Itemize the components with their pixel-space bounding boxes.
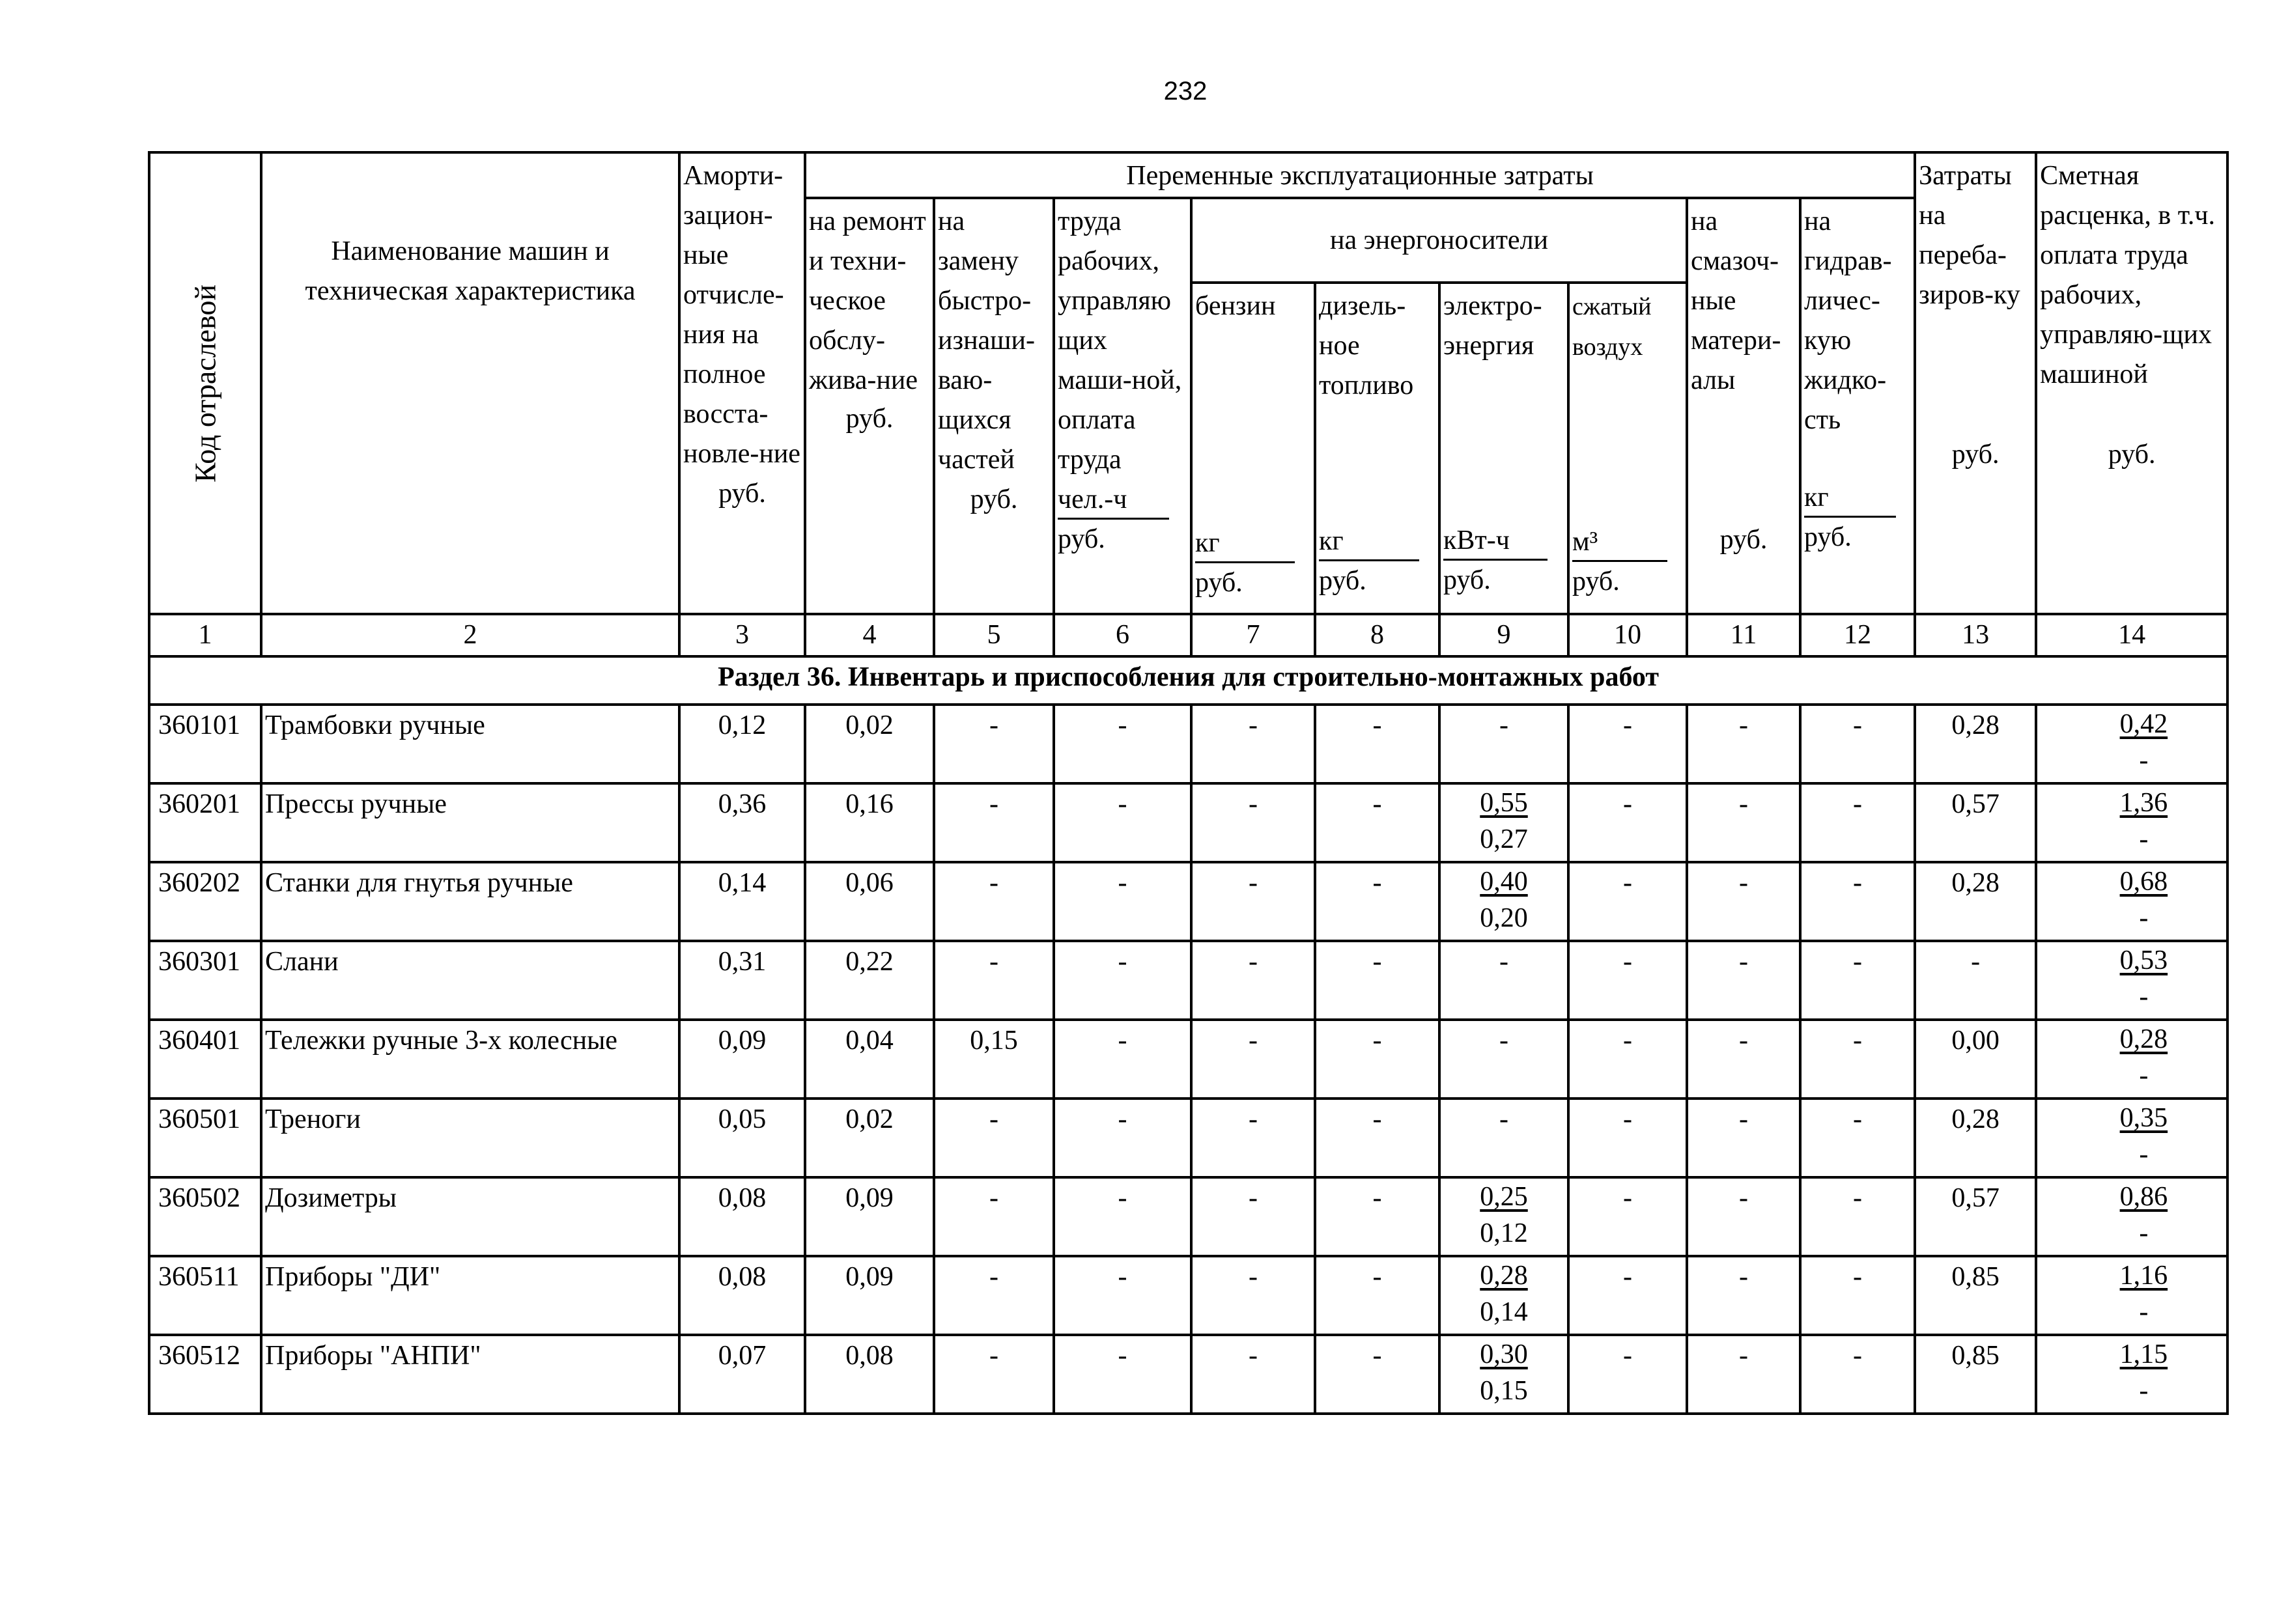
- row-value-c7: -: [1191, 941, 1315, 1020]
- row-value-c10: -: [1568, 1020, 1687, 1099]
- row-value-c6: -: [1054, 1256, 1191, 1335]
- column-number: 7: [1191, 614, 1315, 656]
- row-name: Дозиметры: [261, 1177, 679, 1256]
- column-numbers-row: [149, 614, 2227, 656]
- column-number: 11: [1687, 614, 1800, 656]
- row-code: 360511: [149, 1256, 261, 1335]
- row-value-c13: -: [1915, 941, 2036, 1020]
- estimate-labor: -: [2139, 982, 2149, 1012]
- row-value-c11: -: [1687, 1020, 1800, 1099]
- rates-table: [148, 151, 2229, 1415]
- row-value-c13: 0,28: [1915, 705, 2036, 783]
- row-value-c13: 0,85: [1915, 1256, 2036, 1335]
- row-value-c8: -: [1315, 705, 1439, 783]
- row-value-c10: -: [1568, 705, 1687, 783]
- row-value-c5: 0,15: [934, 1020, 1054, 1099]
- estimate-total: 1,16: [2119, 1261, 2168, 1291]
- header-repair: на ремонт и техни-ческое обслу-жива-ние руб.: [805, 198, 934, 614]
- row-value-c5: -: [934, 941, 1054, 1020]
- row-value-c14: [2036, 1177, 2227, 1256]
- table-row: [149, 1020, 2227, 1099]
- row-value-c5: -: [934, 1335, 1054, 1414]
- estimate-total: 0,42: [2119, 709, 2168, 739]
- estimate-fraction: [2120, 1257, 2168, 1330]
- row-value-c12: -: [1800, 1020, 1915, 1099]
- column-number: 9: [1439, 614, 1568, 656]
- row-value-c10: -: [1568, 1099, 1687, 1177]
- electricity-kwh: 0,40: [1480, 867, 1528, 897]
- table-row: [149, 862, 2227, 941]
- row-value-c12: -: [1800, 1099, 1915, 1177]
- row-value-c3: 0,09: [679, 1020, 805, 1099]
- estimate-fraction: [2120, 942, 2168, 1015]
- column-number: 3: [679, 614, 805, 656]
- row-value-c5: -: [934, 705, 1054, 783]
- row-value-c7: -: [1191, 1099, 1315, 1177]
- estimate-fraction: [2120, 1021, 2168, 1094]
- row-name: Слани: [261, 941, 679, 1020]
- column-number: 4: [805, 614, 934, 656]
- row-value-c10: -: [1568, 1256, 1687, 1335]
- row-value-c3: 0,05: [679, 1099, 805, 1177]
- section-title: Раздел 36. Инвентарь и приспособления для строительно-монтажных работ: [149, 656, 2227, 705]
- row-value-c9: -: [1439, 705, 1568, 783]
- estimate-labor: -: [2139, 1376, 2149, 1406]
- estimate-total: 1,36: [2119, 788, 2168, 818]
- estimate-total: 0,53: [2119, 945, 2168, 975]
- header-variable-costs: Переменные эксплуатационные затраты: [805, 152, 1915, 198]
- row-value-c11: -: [1687, 1099, 1800, 1177]
- estimate-fraction: [2120, 1100, 2168, 1173]
- row-value-c9: [1439, 1256, 1568, 1335]
- row-value-c7: -: [1191, 705, 1315, 783]
- row-value-c14: [2036, 1256, 2227, 1335]
- row-value-c8: -: [1315, 941, 1439, 1020]
- estimate-total: 0,68: [2119, 867, 2168, 897]
- row-value-c10: -: [1568, 862, 1687, 941]
- header-electricity: электро-энергия кВт-ч руб.: [1439, 283, 1568, 614]
- row-value-c4: 0,16: [805, 783, 934, 862]
- row-value-c9: -: [1439, 1099, 1568, 1177]
- electricity-rub: 0,12: [1480, 1218, 1528, 1248]
- row-value-c11: -: [1687, 862, 1800, 941]
- column-number: 12: [1800, 614, 1915, 656]
- column-number: 6: [1054, 614, 1191, 656]
- row-value-c5: -: [934, 783, 1054, 862]
- estimate-fraction: [2120, 785, 2168, 858]
- row-value-c9: [1439, 862, 1568, 941]
- row-value-c3: 0,07: [679, 1335, 805, 1414]
- row-value-c5: -: [934, 1099, 1054, 1177]
- row-value-c4: 0,22: [805, 941, 934, 1020]
- row-value-c6: -: [1054, 862, 1191, 941]
- row-value-c7: -: [1191, 783, 1315, 862]
- table-row: [149, 783, 2227, 862]
- column-number: 2: [261, 614, 679, 656]
- row-value-c9: -: [1439, 1020, 1568, 1099]
- electricity-fraction: [1480, 1336, 1528, 1409]
- row-value-c6: -: [1054, 705, 1191, 783]
- estimate-labor: -: [2139, 1140, 2149, 1169]
- row-value-c12: -: [1800, 1177, 1915, 1256]
- electricity-kwh: 0,55: [1480, 788, 1528, 818]
- row-value-c11: -: [1687, 1335, 1800, 1414]
- estimate-labor: -: [2139, 746, 2149, 776]
- row-value-c8: -: [1315, 1256, 1439, 1335]
- row-value-c9: [1439, 1177, 1568, 1256]
- table-row: [149, 1256, 2227, 1335]
- row-value-c7: -: [1191, 862, 1315, 941]
- row-value-c6: -: [1054, 1020, 1191, 1099]
- row-value-c9: [1439, 1335, 1568, 1414]
- rates-table-container: [148, 151, 2229, 1415]
- row-code: 360201: [149, 783, 261, 862]
- table-row: [149, 1335, 2227, 1414]
- column-number: 1: [149, 614, 261, 656]
- row-value-c8: -: [1315, 1020, 1439, 1099]
- row-value-c7: -: [1191, 1256, 1315, 1335]
- row-value-c6: -: [1054, 1099, 1191, 1177]
- row-value-c6: -: [1054, 941, 1191, 1020]
- row-value-c3: 0,31: [679, 941, 805, 1020]
- estimate-total: 1,15: [2119, 1339, 2168, 1369]
- row-value-c12: -: [1800, 1256, 1915, 1335]
- header-relocation: Затраты на переба-зиров-ку руб.: [1915, 152, 2036, 614]
- column-number: 13: [1915, 614, 2036, 656]
- table-row: [149, 1099, 2227, 1177]
- row-value-c14: [2036, 1020, 2227, 1099]
- header-code: Код отраслевой: [149, 152, 261, 614]
- row-value-c11: -: [1687, 1177, 1800, 1256]
- header-energy: на энергоносители: [1191, 198, 1687, 283]
- header-estimate: Сметная расценка, в т.ч. оплата труда рабочих, управляю-щих машиной руб.: [2036, 152, 2227, 614]
- estimate-total: 0,86: [2119, 1182, 2168, 1212]
- table-row: [149, 941, 2227, 1020]
- header-name: Наименование машин и техническая характеристика: [261, 152, 679, 614]
- row-value-c4: 0,08: [805, 1335, 934, 1414]
- row-value-c14: [2036, 1335, 2227, 1414]
- row-value-c8: -: [1315, 1177, 1439, 1256]
- row-code: 360512: [149, 1335, 261, 1414]
- row-value-c4: 0,02: [805, 705, 934, 783]
- electricity-fraction: [1480, 1179, 1528, 1252]
- estimate-labor: -: [2139, 1297, 2149, 1327]
- row-value-c14: [2036, 862, 2227, 941]
- page-number: 232: [1163, 77, 1208, 105]
- header-hydraulic: на гидрав-личес-кую жидко-сть кг руб.: [1800, 198, 1915, 614]
- row-value-c8: -: [1315, 1099, 1439, 1177]
- row-value-c9: -: [1439, 941, 1568, 1020]
- row-value-c3: 0,08: [679, 1177, 805, 1256]
- row-name: Прессы ручные: [261, 783, 679, 862]
- estimate-labor: -: [2139, 1218, 2149, 1248]
- header-lubricants: на смазоч-ные матери-алы руб.: [1687, 198, 1800, 614]
- row-value-c7: -: [1191, 1335, 1315, 1414]
- electricity-kwh: 0,28: [1480, 1261, 1528, 1291]
- row-value-c9: [1439, 783, 1568, 862]
- row-value-c5: -: [934, 862, 1054, 941]
- row-value-c12: -: [1800, 1335, 1915, 1414]
- row-name: Тележки ручные 3-х колесные: [261, 1020, 679, 1099]
- row-value-c12: -: [1800, 941, 1915, 1020]
- row-value-c13: 0,28: [1915, 862, 2036, 941]
- row-value-c8: -: [1315, 862, 1439, 941]
- row-value-c6: -: [1054, 1335, 1191, 1414]
- row-value-c4: 0,06: [805, 862, 934, 941]
- header-labor: труда рабочих, управляю щих маши-ной, оплата труда чел.-ч руб.: [1054, 198, 1191, 614]
- data-rows: [149, 705, 2227, 1414]
- row-value-c13: 0,00: [1915, 1020, 2036, 1099]
- column-number: 10: [1568, 614, 1687, 656]
- section-row: [149, 656, 2227, 705]
- row-code: 360502: [149, 1177, 261, 1256]
- header-parts: на замену быстро-изнаши-ваю-щихся частей руб.: [934, 198, 1054, 614]
- row-value-c13: 0,85: [1915, 1335, 2036, 1414]
- estimate-fraction: [2120, 1179, 2168, 1252]
- row-value-c4: 0,09: [805, 1256, 934, 1335]
- row-value-c14: [2036, 705, 2227, 783]
- row-value-c12: -: [1800, 705, 1915, 783]
- row-value-c11: -: [1687, 1256, 1800, 1335]
- row-value-c10: -: [1568, 1335, 1687, 1414]
- electricity-rub: 0,15: [1480, 1376, 1528, 1406]
- electricity-fraction: [1480, 1257, 1528, 1330]
- row-value-c8: -: [1315, 783, 1439, 862]
- row-name: Приборы "АНПИ": [261, 1335, 679, 1414]
- row-code: 360501: [149, 1099, 261, 1177]
- row-code: 360301: [149, 941, 261, 1020]
- row-value-c3: 0,12: [679, 705, 805, 783]
- row-code: 360202: [149, 862, 261, 941]
- row-value-c5: -: [934, 1177, 1054, 1256]
- column-number: 14: [2036, 614, 2227, 656]
- electricity-rub: 0,20: [1480, 903, 1528, 933]
- estimate-fraction: [2120, 863, 2168, 936]
- electricity-rub: 0,14: [1480, 1297, 1528, 1327]
- header-compressed-air: сжатый воздух м³ руб.: [1568, 283, 1687, 614]
- table-row: [149, 1177, 2227, 1256]
- row-name: Приборы "ДИ": [261, 1256, 679, 1335]
- row-value-c4: 0,02: [805, 1099, 934, 1177]
- electricity-fraction: [1480, 863, 1528, 936]
- row-value-c6: -: [1054, 1177, 1191, 1256]
- row-value-c12: -: [1800, 862, 1915, 941]
- row-value-c11: -: [1687, 941, 1800, 1020]
- estimate-fraction: [2120, 706, 2168, 779]
- row-value-c13: 0,28: [1915, 1099, 2036, 1177]
- row-value-c10: -: [1568, 783, 1687, 862]
- estimate-total: 0,35: [2119, 1103, 2168, 1133]
- row-code: 360401: [149, 1020, 261, 1099]
- row-value-c4: 0,04: [805, 1020, 934, 1099]
- column-number: 5: [934, 614, 1054, 656]
- row-value-c14: [2036, 941, 2227, 1020]
- row-value-c10: -: [1568, 941, 1687, 1020]
- row-name: Станки для гнутья ручные: [261, 862, 679, 941]
- header-diesel: дизель-ное топливо кг руб.: [1315, 283, 1439, 614]
- row-value-c3: 0,14: [679, 862, 805, 941]
- row-value-c3: 0,36: [679, 783, 805, 862]
- row-value-c13: 0,57: [1915, 783, 2036, 862]
- row-value-c7: -: [1191, 1020, 1315, 1099]
- column-number: 8: [1315, 614, 1439, 656]
- row-code: 360101: [149, 705, 261, 783]
- row-value-c5: -: [934, 1256, 1054, 1335]
- row-value-c14: [2036, 783, 2227, 862]
- row-value-c10: -: [1568, 1177, 1687, 1256]
- electricity-rub: 0,27: [1480, 824, 1528, 854]
- row-value-c14: [2036, 1099, 2227, 1177]
- row-value-c3: 0,08: [679, 1256, 805, 1335]
- row-value-c11: -: [1687, 783, 1800, 862]
- row-value-c11: -: [1687, 705, 1800, 783]
- row-name: Треноги: [261, 1099, 679, 1177]
- row-value-c12: -: [1800, 783, 1915, 862]
- electricity-fraction: [1480, 785, 1528, 858]
- estimate-labor: -: [2139, 824, 2149, 854]
- row-value-c4: 0,09: [805, 1177, 934, 1256]
- row-value-c7: -: [1191, 1177, 1315, 1256]
- row-value-c8: -: [1315, 1335, 1439, 1414]
- estimate-fraction: [2120, 1336, 2168, 1409]
- row-name: Трамбовки ручные: [261, 705, 679, 783]
- table-row: [149, 705, 2227, 783]
- header-petrol: бензин кг руб.: [1191, 283, 1315, 614]
- estimate-total: 0,28: [2119, 1024, 2168, 1054]
- estimate-labor: -: [2139, 903, 2149, 933]
- header-amortization: Аморти-зацион-ные отчисле-ния на полное восста-новле-ние руб.: [679, 152, 805, 614]
- row-value-c6: -: [1054, 783, 1191, 862]
- row-value-c13: 0,57: [1915, 1177, 2036, 1256]
- electricity-kwh: 0,25: [1480, 1182, 1528, 1212]
- electricity-kwh: 0,30: [1480, 1339, 1528, 1369]
- estimate-labor: -: [2139, 1061, 2149, 1091]
